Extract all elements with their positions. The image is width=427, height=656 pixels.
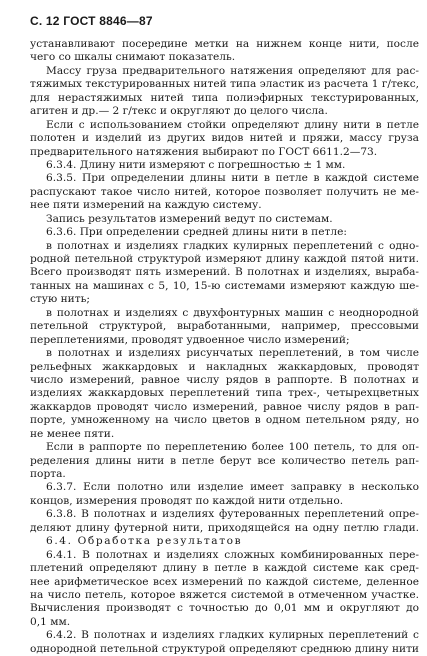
- text-line: Вычисления производят с точностью до 0,01 мм и округляют до: [30, 602, 419, 615]
- text-line: нее арифметическое всех измерений по каждой системе, деленное: [30, 575, 419, 588]
- text-line: в полотнах и изделиях гладких кулирных переплетений с одно-: [46, 239, 419, 252]
- text-line: в полотнах и изделиях с двухфонтурных машин с неоднородной: [46, 306, 419, 319]
- text-line: деляют длину футерной нити, приходящейся на одну петлю глади.: [30, 521, 419, 534]
- text-line: Если в раппорте по переплетению более 100 петель, то для оп-: [46, 441, 419, 454]
- text-line: 6.3.4. Длину нити измеряют с погрешностью ± 1 мм.: [46, 158, 346, 171]
- text-line: 6.3.8. В полотнах и изделиях футерованных переплетений опре-: [46, 508, 419, 521]
- text-line: переплетениями, проводят удвоенное число измерений;: [30, 333, 350, 346]
- text-line: жаккардов проводят число измерений, равное числу рядов в рап-: [30, 400, 419, 413]
- text-line: чего со шкалы снимают показатель.: [30, 51, 236, 64]
- standard-id: ГОСТ 8846—87: [63, 14, 153, 28]
- text-line: стую нить;: [30, 293, 90, 306]
- text-line: 6.3.6. При определении средней длины нити в петле:: [46, 226, 347, 239]
- page-header: [30, 14, 153, 28]
- text-line: рельефных жаккардовых и накладных жаккардовых, проводят: [30, 360, 419, 373]
- text-line: концов, измерения проводят по каждой нити отдельно.: [30, 494, 344, 507]
- text-line: Если с использованием стойки определяют длину нити в петле: [46, 118, 419, 131]
- text-line: танных на машинах с 5, 10, 15-ю системами измеряют каждую ше-: [30, 279, 419, 292]
- document-body: [30, 38, 419, 656]
- text-line: 6.4.1. В полотнах и изделиях сложных комбинированных пере-: [46, 548, 419, 561]
- text-line: полотен и изделий из других видов нитей и пряжи, массу груза: [30, 132, 419, 145]
- text-line: ределения длины нити в петле берут все количество петель рап-: [30, 454, 419, 467]
- text-line: 0,1 мм.: [30, 615, 71, 628]
- text-line: 6.3.5. При определении длины нити в петле в каждой системе: [46, 172, 419, 185]
- text-line: число измерений, равное числу рядов в раппорте. В полотнах и: [30, 373, 419, 386]
- text-line: порте, умноженному на число цветов в одном петельном ряду, но: [30, 414, 419, 427]
- text-line: петельной структурой, выработанными, например, прессовыми: [30, 320, 419, 333]
- text-line: порта.: [30, 468, 66, 480]
- text-line: Запись результатов измерений ведут по системам.: [46, 212, 333, 225]
- text-line: для нерастяжимых нитей типа полиэфирных текстурированных,: [30, 91, 419, 104]
- text-line: Массу груза предварительного натяжения определяют для рас-: [46, 64, 419, 77]
- text-line: 6.4. Обработка результатов: [46, 535, 243, 548]
- text-line: на число петель, которое вяжется системой в отмеченном участке.: [30, 588, 419, 601]
- text-line: 6.3.7. Если полотно или изделие имеет заправку в несколько: [46, 481, 419, 494]
- text-line: плетений определяют длину в петле в каждой системе как сред-: [30, 562, 419, 575]
- text-line: предварительного натяжения выбирают по ГОСТ 6611.2—73.: [30, 145, 378, 158]
- text-line: в полотнах и изделиях рисунчатых переплетений, в том числе: [46, 347, 419, 360]
- text-line: Всего производят пять измерений. В полотнах и изделиях, выраба-: [30, 266, 419, 279]
- text-line: изделиях жаккардовых переплетений типа трех-, четырехцветных: [30, 387, 419, 400]
- page-number: С. 12: [30, 14, 60, 28]
- text-line: однородной петельной структурой определяют среднюю длину нити: [30, 642, 419, 655]
- text-line: нее пяти измерений на каждую систему.: [30, 199, 262, 212]
- text-line: не менее пяти.: [30, 427, 115, 440]
- text-line: 6.4.2. В полотнах и изделиях гладких кулирных переплетений с: [46, 629, 419, 642]
- text-line: родной петельной структурой измеряют длину каждой пятой нити.: [30, 253, 419, 265]
- text-line: тяжимых текстурированных нитей типа эластик из расчета 1 г/текс,: [30, 78, 419, 91]
- text-line: устанавливают посередине метки на нижнем конце нити, после: [30, 38, 419, 50]
- text-line: агитен и др.— 2 г/текс и округляют до целого числа.: [30, 105, 328, 118]
- text-line: распускают такое число нитей, которое позволяет получить не ме-: [30, 185, 419, 198]
